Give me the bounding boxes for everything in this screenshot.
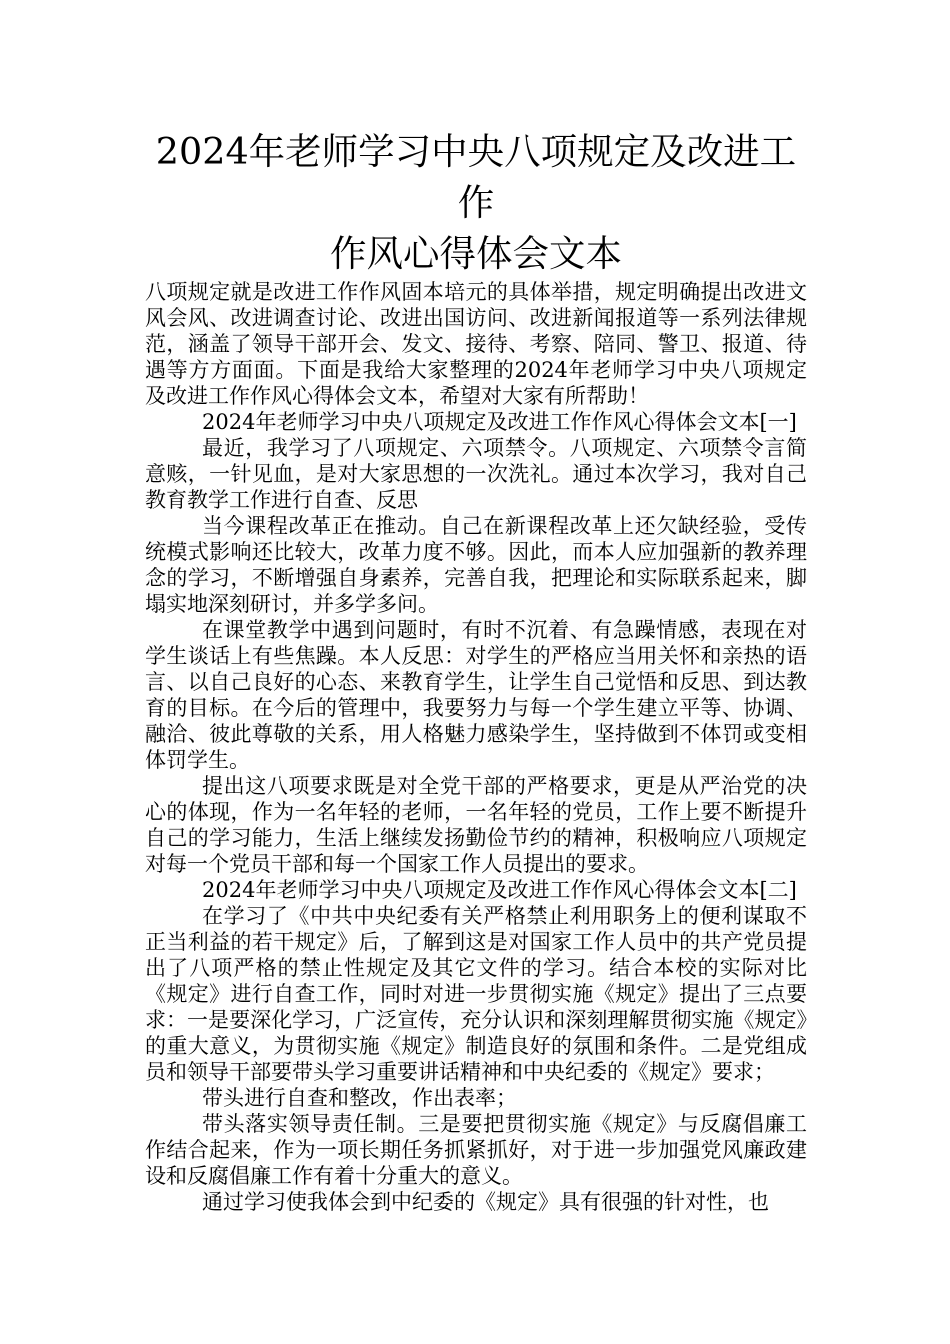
section2-paragraph-3: 带头落实领导责任制。三是要把贯彻实施《规定》与反腐倡廉工作结合起来，作为一项长期任务抓紧抓好，对于进一步加强党风廉政建设和反腐倡廉工作有着十分重大的意义。 [145, 1112, 807, 1188]
section2-paragraph-4: 通过学习使我体会到中纪委的《规定》具有很强的针对性，也 [202, 1190, 769, 1214]
document-body [145, 279, 807, 1215]
title-line-2: 作风心得体会文本 [330, 232, 622, 275]
section1-paragraph-4: 提出这八项要求既是对全党干部的严格要求，更是从严治党的决心的体现，作为一名年轻的老师，一名年轻的党员，工作上要不断提升自己的学习能力，生活上继续发扬勤俭节约的精神，积极响应八项规定对每一个党员干部和每一个国家工作人员提出的要求。 [145, 774, 807, 876]
section2-paragraph-1: 在学习了《中共中央纪委有关严格禁止利用职务上的便利谋取不正当利益的若干规定》后，了解到这是对国家工作人员中的共产党员提出了八项严格的禁止性规定及其它文件的学习。结合本校的实际对比《规定》进行自查工作，同时对进一步贯彻实施《规定》提出了三点要求：一是要深化学习，广泛宣传，充分认识和深刻理解贯彻实施《规定》的重大意义，为贯彻实施《规定》制造良好的氛围和条件。二是党组成员和领导干部要带头学习重要讲话精神和中央纪委的《规定》要求； [145, 904, 807, 1084]
section1-paragraph-1: 最近，我学习了八项规定、六项禁令。八项规定、六项禁令言简意赅，一针见血，是对大家思想的一次洗礼。通过本次学习，我对自己教育教学工作进行自查、反思 [145, 436, 807, 512]
section-heading-2: 2024年老师学习中央八项规定及改进工作作风心得体会文本[二] [202, 878, 797, 902]
section-heading-1: 2024年老师学习中央八项规定及改进工作作风心得体会文本[一] [202, 410, 797, 434]
document-title [145, 126, 807, 279]
intro-paragraph: 八项规定就是改进工作作风固本培元的具体举措，规定明确提出改进文风会风、改进调查讨论、改进出国访问、改进新闻报道等一系列法律规范，涵盖了领导干部开会、发文、接待、考察、陪同、警卫、报道、待遇等方方面面。下面是我给大家整理的2024年老师学习中央八项规定及改进工作作风心得体会文本，希望对大家有所帮助！ [145, 280, 807, 408]
section1-paragraph-3: 在课堂教学中遇到问题时，有时不沉着、有急躁情感，表现在对学生谈话上有些焦躁。本人反思：对学生的严格应当用关怀和亲热的语言、以自己良好的心态、来教育学生，让学生自己觉悟和反思、到达教育的目标。在今后的管理中，我要努力与每一个学生建立平等、协调、融洽、彼此尊敬的关系，用人格魅力感染学生，坚持做到不体罚或变相体罚学生。 [145, 618, 807, 772]
title-line-1: 2024年老师学习中央八项规定及改进工作 [155, 130, 797, 224]
document-page [145, 126, 807, 1215]
section1-paragraph-2: 当今课程改革正在推动。自己在新课程改革上还欠缺经验，受传统模式影响还比较大，改革力度不够。因此，而本人应加强新的教养理念的学习，不断增强自身素养，完善自我，把理论和实际联系起来，脚塌实地深刻研讨，并多学多问。 [145, 514, 807, 616]
section2-paragraph-2: 带头进行自查和整改，作出表率； [202, 1086, 517, 1110]
